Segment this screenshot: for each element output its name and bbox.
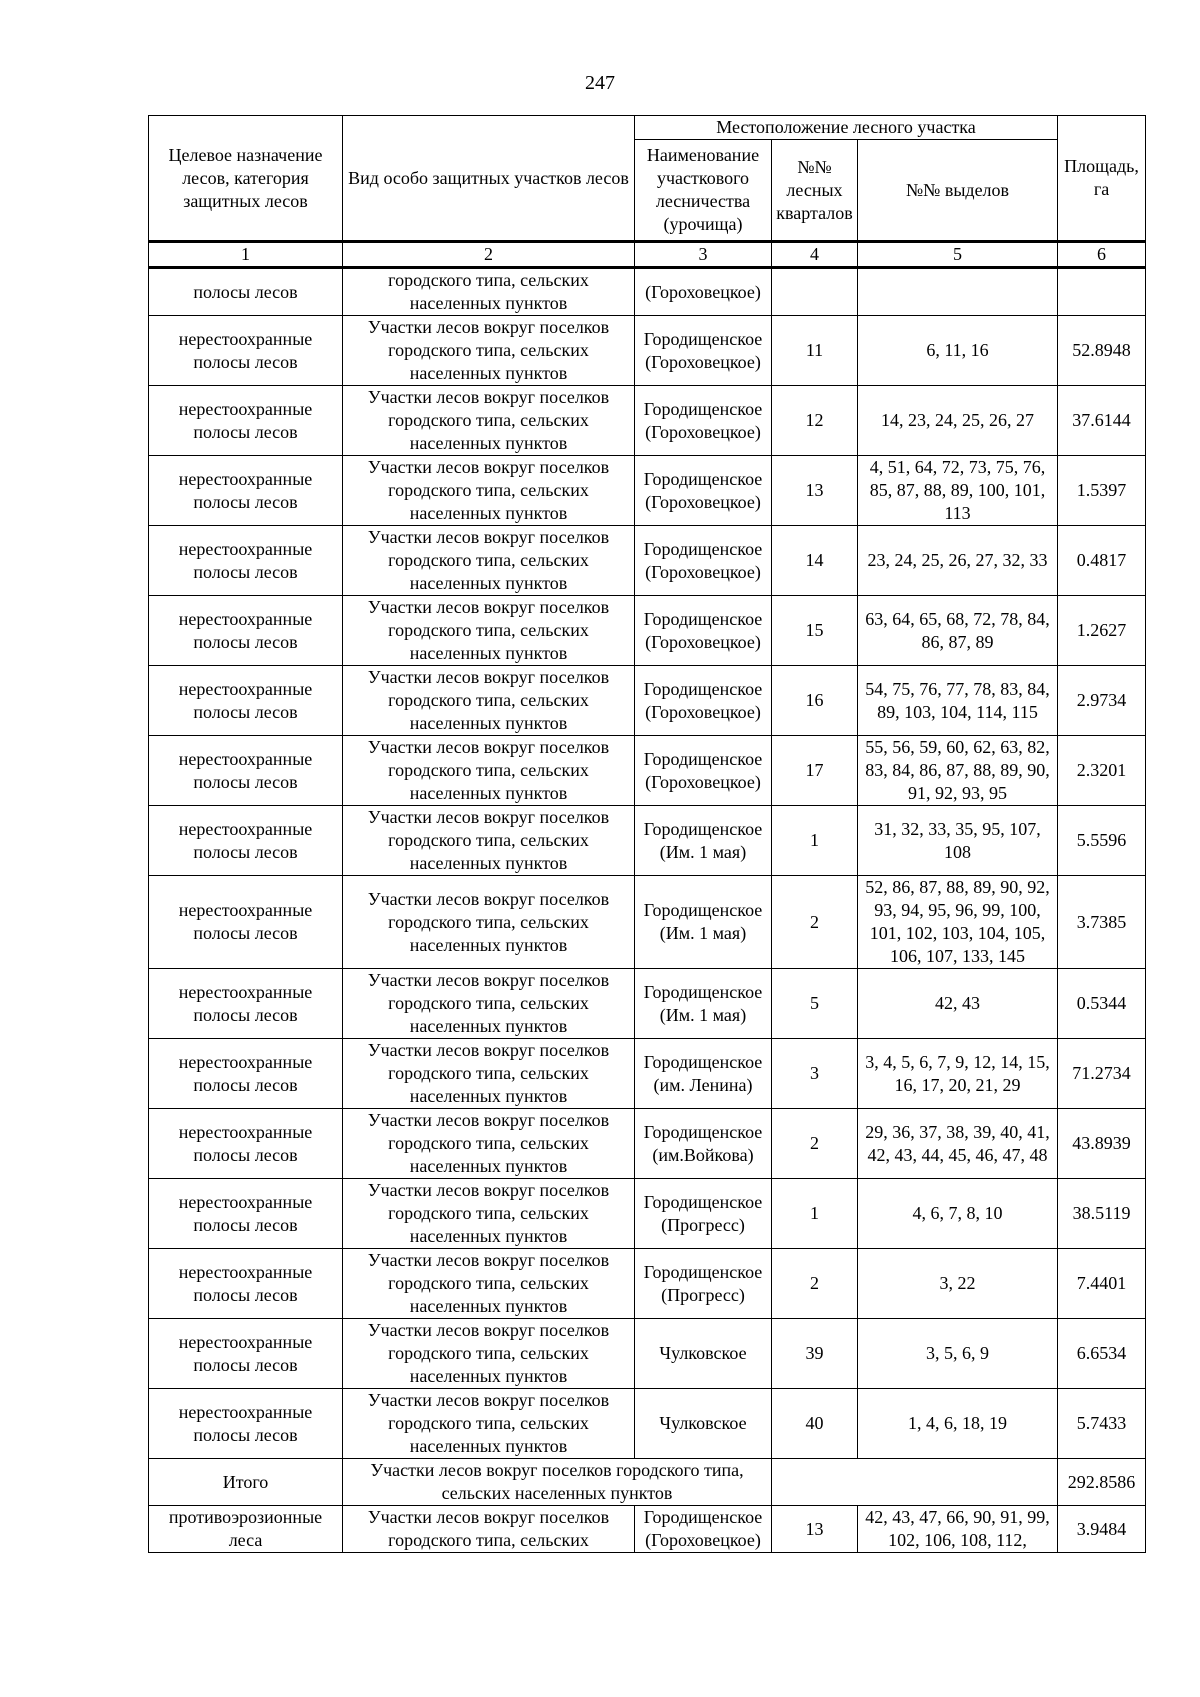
cell-purpose: нерестоохранные полосы лесов: [149, 736, 343, 806]
table-row: [149, 1389, 1146, 1459]
cell-plots: 23, 24, 25, 26, 27, 32, 33: [858, 526, 1058, 596]
cell-forestry: Городищенское (Гороховецкое): [635, 1506, 772, 1553]
cell-plots: 55, 56, 59, 60, 62, 63, 82, 83, 84, 86, 87, 88, 89, 90, 91, 92, 93, 95: [858, 736, 1058, 806]
cell-forestry: Городищенское (Гороховецкое): [635, 596, 772, 666]
cell-quarter: 2: [772, 1109, 858, 1179]
cell-area-type: Участки лесов вокруг поселков городского типа, сельских населенных пунктов: [343, 736, 635, 806]
table-row: [149, 1039, 1146, 1109]
cell-plots: 4, 51, 64, 72, 73, 75, 76, 85, 87, 88, 89, 100, 101, 113: [858, 456, 1058, 526]
cell-forestry: Городищенское (Гороховецкое): [635, 666, 772, 736]
cell-purpose: нерестоохранные полосы лесов: [149, 969, 343, 1039]
header-purpose: Целевое назначение лесов, категория защитных лесов: [149, 116, 343, 242]
table-row: [149, 386, 1146, 456]
cell-quarter: 5: [772, 969, 858, 1039]
cell-forestry: Городищенское (им. Ленина): [635, 1039, 772, 1109]
cell-forestry: Чулковское: [635, 1389, 772, 1459]
cell-area: 52.8948: [1058, 316, 1146, 386]
cell-area: 43.8939: [1058, 1109, 1146, 1179]
table-row: [149, 666, 1146, 736]
cell-plots: 3, 5, 6, 9: [858, 1319, 1058, 1389]
cell-forestry: Городищенское (Им. 1 мая): [635, 806, 772, 876]
cell-area-type: Участки лесов вокруг поселков городского типа, сельских населенных пунктов: [343, 969, 635, 1039]
cell-area: 5.5596: [1058, 806, 1146, 876]
cell-forestry: Городищенское (Им. 1 мая): [635, 969, 772, 1039]
cell-quarter: 2: [772, 876, 858, 969]
cell-area-type: Участки лесов вокруг поселков городского типа, сельских населенных пунктов: [343, 1039, 635, 1109]
table-row: [149, 316, 1146, 386]
cell-purpose: нерестоохранные полосы лесов: [149, 1109, 343, 1179]
cell-purpose: нерестоохранные полосы лесов: [149, 806, 343, 876]
cell-area: 38.5119: [1058, 1179, 1146, 1249]
table-row: [149, 736, 1146, 806]
cell-forestry: Городищенское (им.Войкова): [635, 1109, 772, 1179]
column-number: 1: [149, 242, 343, 268]
header-quarters: №№ лесных кварталов: [772, 140, 858, 242]
cell-area-type: Участки лесов вокруг поселков городского типа, сельских населенных пунктов: [343, 1389, 635, 1459]
cell-purpose: нерестоохранные полосы лесов: [149, 1179, 343, 1249]
cell-area: 37.6144: [1058, 386, 1146, 456]
cell-plots: 31, 32, 33, 35, 95, 107, 108: [858, 806, 1058, 876]
table-row: [149, 1179, 1146, 1249]
cell-forestry: Городищенское (Гороховецкое): [635, 386, 772, 456]
cell-forestry: Городищенское (Им. 1 мая): [635, 876, 772, 969]
cell-quarter: 11: [772, 316, 858, 386]
table-row: [149, 456, 1146, 526]
cell-purpose: нерестоохранные полосы лесов: [149, 1389, 343, 1459]
cell-area-type: Участки лесов вокруг поселков городского типа, сельских населенных пунктов: [343, 1179, 635, 1249]
cell-quarter: 1: [772, 1179, 858, 1249]
cell-area-type: Участки лесов вокруг поселков городского типа, сельских: [343, 1506, 635, 1553]
cell-area: 1.2627: [1058, 596, 1146, 666]
protective-forest-table: [148, 115, 1146, 1553]
cell-purpose: нерестоохранные полосы лесов: [149, 666, 343, 736]
total-label: Итого: [149, 1459, 343, 1506]
header-forestry: Наименование участкового лесничества (урочища): [635, 140, 772, 242]
cell-forestry: Городищенское (Гороховецкое): [635, 526, 772, 596]
cell-purpose: нерестоохранные полосы лесов: [149, 526, 343, 596]
cell-plots: 29, 36, 37, 38, 39, 40, 41, 42, 43, 44, 45, 46, 47, 48: [858, 1109, 1058, 1179]
cell-plots: 1, 4, 6, 18, 19: [858, 1389, 1058, 1459]
continuation-row: [149, 268, 1146, 316]
cell-area: 2.3201: [1058, 736, 1146, 806]
column-number: 2: [343, 242, 635, 268]
cell-purpose: нерестоохранные полосы лесов: [149, 1249, 343, 1319]
header-area-type: Вид особо защитных участков лесов: [343, 116, 635, 242]
cell-forestry: Городищенское (Прогресс): [635, 1249, 772, 1319]
cell-quarter: 13: [772, 1506, 858, 1553]
column-number-row: [149, 242, 1146, 268]
cell-quarter: [772, 268, 858, 316]
cell-purpose: нерестоохранные полосы лесов: [149, 316, 343, 386]
cell-quarter: 13: [772, 456, 858, 526]
cell-quarter: 3: [772, 1039, 858, 1109]
cell-forestry: Городищенское (Прогресс): [635, 1179, 772, 1249]
cell-area: 3.7385: [1058, 876, 1146, 969]
header-row-1: [149, 116, 1146, 140]
cell-area-type: Участки лесов вокруг поселков городского типа, сельских населенных пунктов: [343, 1319, 635, 1389]
cell-area-type: Участки лесов вокруг поселков городского типа, сельских населенных пунктов: [343, 596, 635, 666]
cell-area-type: Участки лесов вокруг поселков городского типа, сельских населенных пунктов: [343, 386, 635, 456]
cell-plots: 42, 43: [858, 969, 1058, 1039]
cell-area: [1058, 268, 1146, 316]
total-row: [149, 1459, 1146, 1506]
table-row: [149, 1249, 1146, 1319]
table-row: [149, 596, 1146, 666]
cell-quarter: 17: [772, 736, 858, 806]
cell-area: 6.6534: [1058, 1319, 1146, 1389]
cell-quarter: 39: [772, 1319, 858, 1389]
cell-plots: 52, 86, 87, 88, 89, 90, 92, 93, 94, 95, 96, 99, 100, 101, 102, 103, 104, 105, 106, 107, 133, 145: [858, 876, 1058, 969]
cell-purpose: нерестоохранные полосы лесов: [149, 1039, 343, 1109]
cell-quarter: 15: [772, 596, 858, 666]
cell-plots: 3, 22: [858, 1249, 1058, 1319]
cell-area: 0.5344: [1058, 969, 1146, 1039]
cell-purpose: нерестоохранные полосы лесов: [149, 386, 343, 456]
cell-forestry: Чулковское: [635, 1319, 772, 1389]
cell-quarter: 2: [772, 1249, 858, 1319]
cell-area-type: Участки лесов вокруг поселков городского типа, сельских населенных пунктов: [343, 1109, 635, 1179]
table-row: [149, 1319, 1146, 1389]
cell-purpose: нерестоохранные полосы лесов: [149, 596, 343, 666]
cell-area-type: Участки лесов вокруг поселков городского типа, сельских населенных пунктов: [343, 876, 635, 969]
cell-purpose: нерестоохранные полосы лесов: [149, 1319, 343, 1389]
header-area: Площадь, га: [1058, 116, 1146, 242]
cell-quarter: 14: [772, 526, 858, 596]
cell-plots: 42, 43, 47, 66, 90, 91, 99, 102, 106, 108, 112,: [858, 1506, 1058, 1553]
cell-area: 71.2734: [1058, 1039, 1146, 1109]
cell-forestry: Городищенское (Гороховецкое): [635, 736, 772, 806]
header-plots: №№ выделов: [858, 140, 1058, 242]
cell-plots: 54, 75, 76, 77, 78, 83, 84, 89, 103, 104, 114, 115: [858, 666, 1058, 736]
cell-purpose: нерестоохранные полосы лесов: [149, 456, 343, 526]
table-row: [149, 526, 1146, 596]
column-number: 6: [1058, 242, 1146, 268]
cell-area: 0.4817: [1058, 526, 1146, 596]
cell-purpose: противоэрозионные леса: [149, 1506, 343, 1553]
column-number: 4: [772, 242, 858, 268]
total-area-type: Участки лесов вокруг поселков городского типа, сельских населенных пунктов: [343, 1459, 772, 1506]
cell-quarter: 1: [772, 806, 858, 876]
cell-area: 7.4401: [1058, 1249, 1146, 1319]
cell-plots: 63, 64, 65, 68, 72, 78, 84, 86, 87, 89: [858, 596, 1058, 666]
cell-area: 2.9734: [1058, 666, 1146, 736]
cell-area: 1.5397: [1058, 456, 1146, 526]
cell-purpose: нерестоохранные полосы лесов: [149, 876, 343, 969]
header-location-group: Местоположение лесного участка: [635, 116, 1058, 140]
cell-area: 5.7433: [1058, 1389, 1146, 1459]
column-number: 5: [858, 242, 1058, 268]
cell-plots: 6, 11, 16: [858, 316, 1058, 386]
cell-purpose: полосы лесов: [149, 268, 343, 316]
cell-area-type: Участки лесов вокруг поселков городского типа, сельских населенных пунктов: [343, 806, 635, 876]
cell-quarter: 12: [772, 386, 858, 456]
cell-area-type: городского типа, сельских населенных пунктов: [343, 268, 635, 316]
cell-plots: [858, 268, 1058, 316]
cell-plots: 3, 4, 5, 6, 7, 9, 12, 14, 15, 16, 17, 20, 21, 29: [858, 1039, 1058, 1109]
cell-forestry: Городищенское (Гороховецкое): [635, 316, 772, 386]
cell-area-type: Участки лесов вокруг поселков городского типа, сельских населенных пунктов: [343, 1249, 635, 1319]
cell-area-type: Участки лесов вокруг поселков городского типа, сельских населенных пунктов: [343, 316, 635, 386]
page-number: 247: [585, 72, 615, 94]
cell-forestry: Городищенское (Гороховецкое): [635, 456, 772, 526]
cell-forestry: (Гороховецкое): [635, 268, 772, 316]
column-number: 3: [635, 242, 772, 268]
table-row: [149, 876, 1146, 969]
cell-quarter: 40: [772, 1389, 858, 1459]
total-area: 292.8586: [1058, 1459, 1146, 1506]
cell-area-type: Участки лесов вокруг поселков городского типа, сельских населенных пунктов: [343, 526, 635, 596]
table-row: [149, 969, 1146, 1039]
table-row: [149, 1109, 1146, 1179]
cell-area-type: Участки лесов вокруг поселков городского типа, сельских населенных пунктов: [343, 666, 635, 736]
table-row: [149, 1506, 1146, 1553]
cell-quarter: 16: [772, 666, 858, 736]
total-empty: [772, 1459, 1058, 1506]
cell-area: 3.9484: [1058, 1506, 1146, 1553]
cell-area-type: Участки лесов вокруг поселков городского типа, сельских населенных пунктов: [343, 456, 635, 526]
cell-plots: 4, 6, 7, 8, 10: [858, 1179, 1058, 1249]
cell-plots: 14, 23, 24, 25, 26, 27: [858, 386, 1058, 456]
table-row: [149, 806, 1146, 876]
